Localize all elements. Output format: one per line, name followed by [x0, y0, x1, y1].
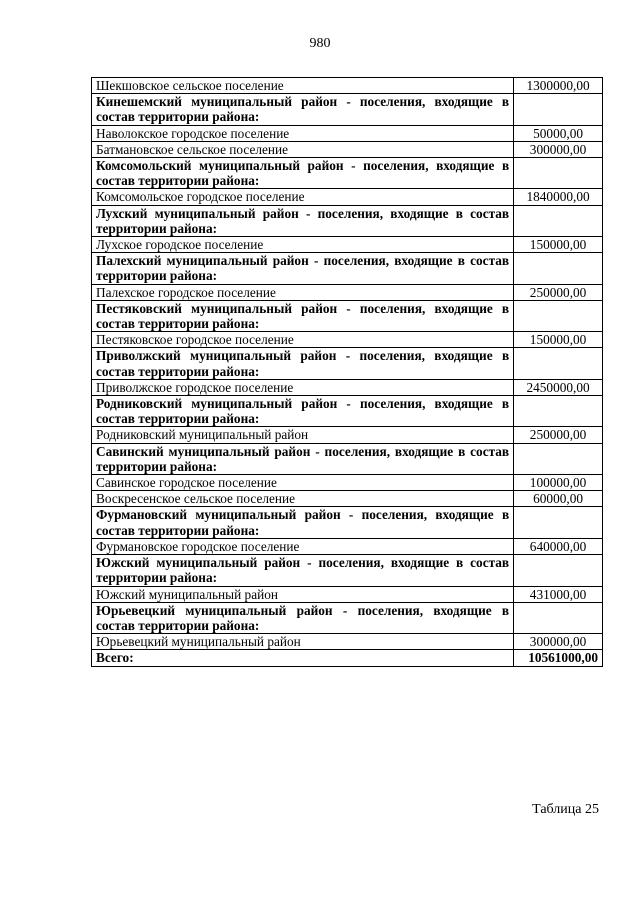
amount-cell: [514, 253, 603, 284]
settlement-name-cell: Шекшовское сельское поселение: [92, 78, 514, 94]
total-value-cell: 10561000,00: [514, 650, 603, 666]
district-header-row: [92, 396, 603, 427]
district-name-cell: Фурмановский муниципальный район - поселения, входящие в состав территории района:: [92, 507, 514, 538]
district-header-row: [92, 507, 603, 538]
table-row: [92, 125, 603, 141]
settlement-name-cell: Воскресенское сельское поселение: [92, 491, 514, 507]
district-header-row: [92, 253, 603, 284]
district-header-row: [92, 602, 603, 633]
district-name-cell: Пестяковский муниципальный район - поселения, входящие в состав территории района:: [92, 300, 514, 331]
table-row: [92, 634, 603, 650]
amount-cell: 1840000,00: [514, 189, 603, 205]
settlement-name-cell: Юрьевецкий муниципальный район: [92, 634, 514, 650]
amount-cell: [514, 443, 603, 474]
table-row: [92, 538, 603, 554]
district-name-cell: Палехский муниципальный район - поселения, входящие в состав территории района:: [92, 253, 514, 284]
amount-cell: 640000,00: [514, 538, 603, 554]
amount-cell: [514, 158, 603, 189]
total-row: [92, 650, 603, 666]
district-header-row: [92, 94, 603, 125]
settlement-name-cell: Приволжское городское поселение: [92, 379, 514, 395]
amount-cell: 150000,00: [514, 332, 603, 348]
table-row: [92, 141, 603, 157]
district-header-row: [92, 205, 603, 236]
amount-cell: [514, 396, 603, 427]
table-row: [92, 379, 603, 395]
amount-cell: 300000,00: [514, 141, 603, 157]
settlement-name-cell: Южский муниципальный район: [92, 586, 514, 602]
amount-cell: [514, 94, 603, 125]
amount-cell: [514, 507, 603, 538]
amount-cell: 2450000,00: [514, 379, 603, 395]
settlement-name-cell: Комсомольское городское поселение: [92, 189, 514, 205]
amount-cell: [514, 205, 603, 236]
allocation-table: [91, 77, 603, 667]
table-row: [92, 586, 603, 602]
district-header-row: [92, 300, 603, 331]
table-row: [92, 237, 603, 253]
amount-cell: 250000,00: [514, 427, 603, 443]
district-name-cell: Комсомольский муниципальный район - поселения, входящие в состав территории района:: [92, 158, 514, 189]
settlement-name-cell: Палехское городское поселение: [92, 284, 514, 300]
amount-cell: 50000,00: [514, 125, 603, 141]
amount-cell: [514, 300, 603, 331]
district-name-cell: Приволжский муниципальный район - поселения, входящие в состав территории района:: [92, 348, 514, 379]
table-row: [92, 475, 603, 491]
district-name-cell: Савинский муниципальный район - поселения, входящие в состав территории района:: [92, 443, 514, 474]
table-row: [92, 189, 603, 205]
amount-cell: [514, 348, 603, 379]
district-header-row: [92, 158, 603, 189]
settlement-name-cell: Батмановское сельское поселение: [92, 141, 514, 157]
district-header-row: [92, 443, 603, 474]
district-name-cell: Юрьевецкий муниципальный район - поселения, входящие в состав территории района:: [92, 602, 514, 633]
table-row: [92, 284, 603, 300]
table-row: [92, 427, 603, 443]
table-body: [92, 78, 603, 667]
district-name-cell: Лухский муниципальный район - поселения, входящие в состав территории района:: [92, 205, 514, 236]
settlement-name-cell: Родниковский муниципальный район: [92, 427, 514, 443]
table-row: [92, 78, 603, 94]
amount-cell: [514, 602, 603, 633]
settlement-name-cell: Фурмановское городское поселение: [92, 538, 514, 554]
district-name-cell: Родниковский муниципальный район - поселения, входящие в состав территории района:: [92, 396, 514, 427]
amount-cell: 250000,00: [514, 284, 603, 300]
amount-cell: 1300000,00: [514, 78, 603, 94]
table-caption: Таблица 25: [532, 802, 599, 817]
amount-cell: 60000,00: [514, 491, 603, 507]
settlement-name-cell: Наволокское городское поселение: [92, 125, 514, 141]
table-row: [92, 491, 603, 507]
page-number: 980: [309, 36, 331, 51]
district-header-row: [92, 555, 603, 586]
amount-cell: 100000,00: [514, 475, 603, 491]
district-header-row: [92, 348, 603, 379]
table-row: [92, 332, 603, 348]
amount-cell: 150000,00: [514, 237, 603, 253]
settlement-name-cell: Лухское городское поселение: [92, 237, 514, 253]
amount-cell: 431000,00: [514, 586, 603, 602]
settlement-name-cell: Савинское городское поселение: [92, 475, 514, 491]
total-label-cell: Всего:: [92, 650, 514, 666]
amount-cell: [514, 555, 603, 586]
district-name-cell: Кинешемский муниципальный район - поселения, входящие в состав территории района:: [92, 94, 514, 125]
settlement-name-cell: Пестяковское городское поселение: [92, 332, 514, 348]
amount-cell: 300000,00: [514, 634, 603, 650]
district-name-cell: Южский муниципальный район - поселения, входящие в состав территории района:: [92, 555, 514, 586]
